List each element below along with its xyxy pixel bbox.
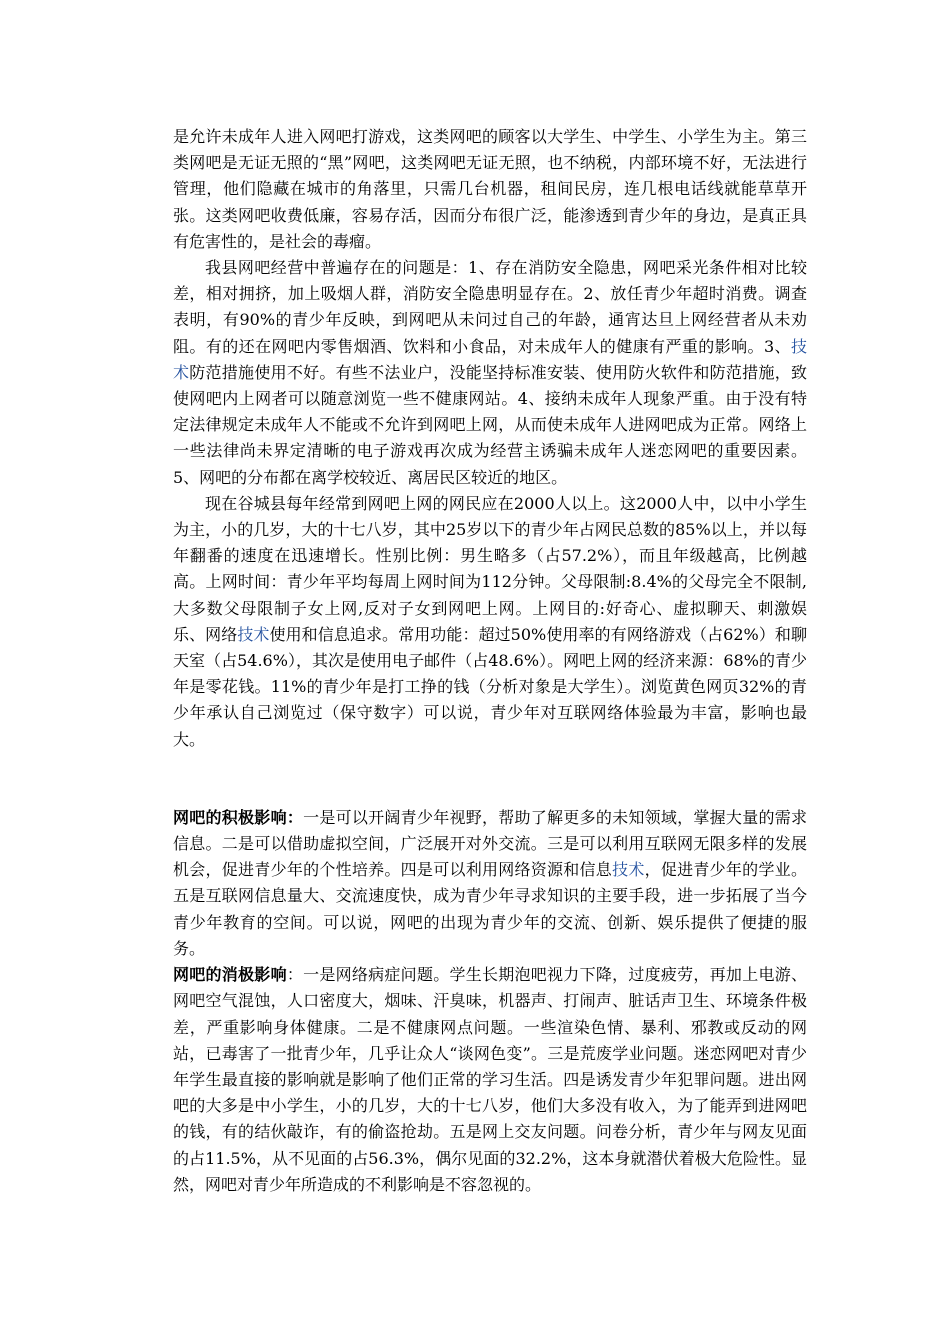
document-page	[173, 124, 807, 1198]
paragraph-statistics	[173, 491, 807, 753]
negative-impact-heading: 网吧的消极影响	[173, 965, 287, 985]
negative-impact-text: ：一是网络病症问题。学生长期泡吧视力下降，过度疲劳，再加上电游、网吧空气混蚀，人口密度大，烟味、汗臭味，机器声、打闹声、脏话声卫生、环境条件极差，严重影响身体健康。二是不健康网点问题。一些渲染色情、暴利、邪教或反动的网站，已毒害了一批青少年，几乎让众人“谈网色变”。三是荒废学业问题。迷恋网吧对青少年学生最直接的影响就是影响了他们正常的学习生活。四是诱发青少年犯罪问题。进出网吧的大多是中小学生，小的几岁，大的十七八岁，他们大多没有收入，为了能弄到进网吧的钱，有的结伙敲诈，有的偷盗抢劫。五是网上交友问题。问卷分析，青少年与网友见面的占11.5%，从不见面的占56.3%，偶尔见面的32.2%，这本身就潜伏着极大危险性。显然，网吧对青少年所造成的不利影响是不容忽视的。	[173, 965, 807, 1194]
technology-link[interactable]: 技术	[612, 860, 645, 880]
technology-link[interactable]: 技术	[237, 624, 270, 644]
paragraph-statistics-text-b: 使用和信息追求。常用功能：超过50%使用率的有网络游戏（占62%）和聊天室（占54.6%），其次是使用电子邮件（占48.6%）。网吧上网的经济来源：68%的青少年是零花钱。11%的青少年是打工挣的钱（分析对象是大学生）。浏览黄色网页32%的青少年承认自己浏览过（保守数字）可以说，青少年对互联网络体验最为丰富，影响也最大。	[173, 624, 807, 749]
paragraph-existing-problems	[173, 255, 807, 491]
paragraph-spacer	[173, 753, 807, 805]
paragraph-statistics-text-a: 现在谷城县每年经常到网吧上网的网民应在2000人以上。这2000人中，以中小学生为主，小的几岁，大的十七八岁，其中25岁以下的青少年占网民总数的85%以上，并以每年翻番的速度在迅速增长。性别比例：男生略多（占57.2%），而且年级越高，比例越高。上网时间：青少年平均每周上网时间为112分钟。父母限制:8.4%的父母完全不限制,大多数父母限制子女上网,反对子女到网吧上网。上网目的:好奇心、虚拟聊天、刺激娱乐、网络	[173, 493, 807, 644]
paragraph-positive-impact	[173, 805, 807, 962]
paragraph-existing-problems-text-a: 我县网吧经营中普遍存在的问题是：1、存在消防安全隐患，网吧采光条件相对比较差，相对拥挤，加上吸烟人群，消防安全隐患明显存在。2、放任青少年超时消费。调查表明，有90%的青少年反映，到网吧从未问过自己的年龄，通宵达旦上网经营者从未劝阻。有的还在网吧内零售烟酒、饮料和小食品，对未成年人的健康有严重的影响。3、	[173, 258, 807, 356]
positive-impact-heading: 网吧的积极影响：	[173, 807, 304, 827]
technology-link[interactable]: 技术	[173, 336, 807, 382]
paragraph-existing-problems-text-b: 防范措施使用不好。有些不法业户，没能坚持标准安装、使用防火软件和防范措施，致使网吧内上网者可以随意浏览一些不健康网站。4、接纳未成年人现象严重。由于没有特定法律规定未成年人不能或不允许到网吧上网，从而使未成年人进网吧成为正常。网络上一些法律尚未界定清晰的电子游戏再次成为经营主诱骗未成年人迷恋网吧的重要因素。5、网吧的分布都在离学校较近、离居民区较近的地区。	[173, 362, 807, 487]
paragraph-negative-impact	[173, 962, 807, 1198]
positive-impact-text-b: ，促进青少年的学业。五是互联网信息量大、交流速度快，成为青少年寻求知识的主要手段，进一步拓展了当今青少年教育的空间。可以说，网吧的出现为青少年的交流、创新、娱乐提供了便捷的服务。	[173, 860, 807, 958]
positive-impact-text-a: 一是可以开阔青少年视野，帮助了解更多的未知领域，掌握大量的需求信息。二是可以借助虚拟空间，广泛展开对外交流。三是可以利用互联网无限多样的发展机会，促进青少年的个性培养。四是可以利用网络资源和信息	[173, 807, 807, 880]
paragraph-internet-cafe-types: 是允许未成年人进入网吧打游戏，这类网吧的顾客以大学生、中学生、小学生为主。第三类网吧是无证无照的“黑”网吧，这类网吧无证无照，也不纳税，内部环境不好，无法进行管理，他们隐藏在城市的角落里，只需几台机器，租间民房，连几根电话线就能草草开张。这类网吧收费低廉，容易存活，因而分布很广泛，能渗透到青少年的身边，是真正具有危害性的，是社会的毒瘤。	[173, 127, 807, 251]
